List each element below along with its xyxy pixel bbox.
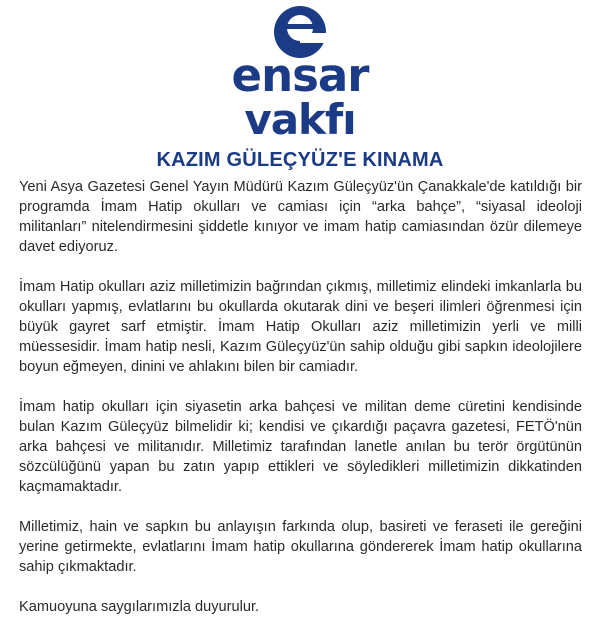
paragraph-3: İmam hatip okulları için siyasetin arka bahçesi ve militan deme cüretini kendisinde bulan Kazım Güleçyüz bilmelidir ki; kendisi ve çıkardığı paçavra gazetesi, FETÖ'nün arka bahçesi ve militanıdır. Milletimiz tarafından lanetle anılan bu terör örgütünün sözcülüğünü yapan bu zatın yapıp ettikleri ve söyledikleri milletimizin dikkatinden kaçmamaktadır. [19,399,582,495]
page-title: KAZIM GÜLEÇYÜZ'E KINAMA [156,149,444,171]
statement-body [19,177,582,617]
paragraph-4: Milletimiz, hain ve sapkın bu anlayışın farkında olup, basireti ve feraseti ile gereğini yerine getirmekte, evlatlarını İmam hatip okullarına göndererek İmam hatip okullarına sahip çıkmaktadır. [19,519,582,575]
logo-wordmark-ensar: ensar [231,49,369,102]
paragraph-2: İmam Hatip okulları aziz milletimizin bağrından çıkmış, milletimiz elindeki imkanlarla bu okulları yapmış, evlatlarını bu okullarda okutarak dini ve beşeri ilimleri öğrenmesi için büyük gayret sarf etmiştir. İmam Hatip Okulları aziz milletimizin yerli ve milli müessesidir. İmam hatip nesli, Kazım Güleçyüz'ün sahip olduğu gibi sapkın ideolojilere boyun eğmeyen, dinini ve ahlakını bilen bir camiadır. [19,279,582,375]
closing-line: Kamuoyuna saygılarımızla duyurulur. [19,599,260,615]
logo-wordmark-vakfi: vakfı [244,95,356,144]
ensar-vakfi-logo [0,0,600,145]
paragraph-1: Yeni Asya Gazetesi Genel Yayın Müdürü Kazım Güleçyüz'ün Çanakkale'de katıldığı bir programda İmam Hatip okulları ve camiası için “arka bahçe”, “siyasal ideoloji militanları” nitelendirmesini şiddetle kınıyor ve imam hatip camiasından özür dilemeye davet ediyoruz. [19,179,582,255]
